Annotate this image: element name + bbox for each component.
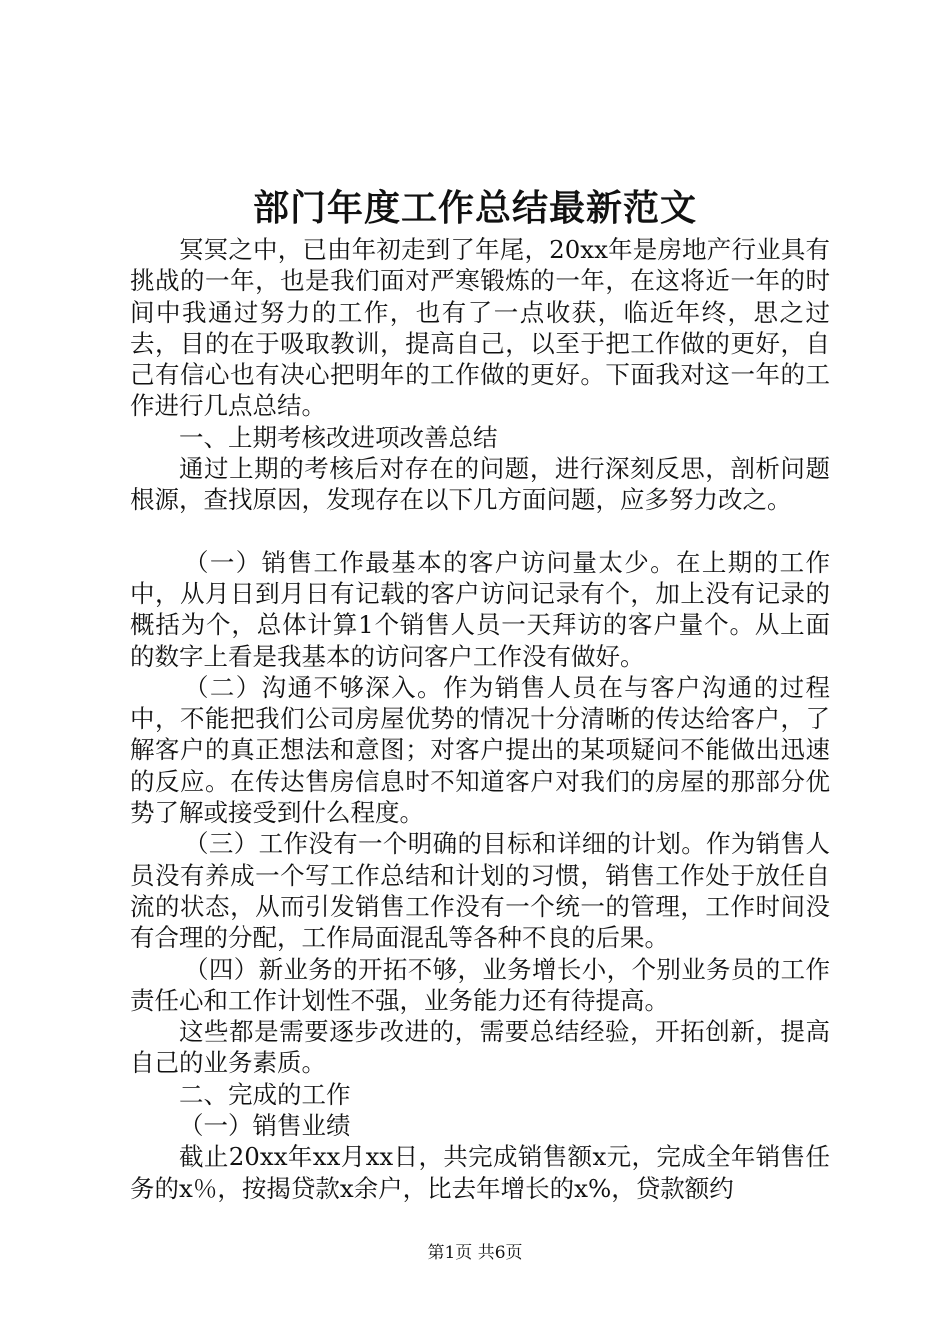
paragraph-item-4: （四）新业务的开拓不够，业务增长小，个别业务员的工作责任心和工作计划性不强，业务能力还有待提高。 xyxy=(130,954,830,1015)
paragraph-item-1: （一）销售工作最基本的客户访问量太少。在上期的工作中，从月日到月日有记载的客户访问记录有个，加上没有记录的概括为个，总体计算1个销售人员一天拜访的客户量个。从上面的数字上看是我基本的访问客户工作没有做好。 xyxy=(130,547,830,671)
paragraph-sales-results: 截止20xx年xx月xx日，共完成销售额x元，完成全年销售任务的x％，按揭贷款x余户，比去年增长的x%，贷款额约 xyxy=(130,1142,830,1203)
blank-line xyxy=(130,516,830,547)
paragraph-item-2: （二）沟通不够深入。作为销售人员在与客户沟通的过程中，不能把我们公司房屋优势的情况十分清晰的传达给客户，了解客户的真正想法和意图；对客户提出的某项疑问不能做出迅速的反应。在传达售房信息时不知道客户对我们的房屋的那部分优势了解或接受到什么程度。 xyxy=(130,672,830,828)
section-heading-1: 一、上期考核改进项改善总结 xyxy=(179,422,498,452)
section-heading-2: 二、完成的工作 xyxy=(179,1079,351,1109)
paragraph-improvement: 这些都是需要逐步改进的，需要总结经验，开拓创新，提高自己的业务素质。 xyxy=(130,1017,830,1078)
document-title: 部门年度工作总结最新范文 xyxy=(252,187,697,229)
intro-paragraph: 冥冥之中，已由年初走到了年尾，20xx年是房地产行业具有挑战的一年，也是我们面对严寒锻炼的一年，在这将近一年的时间中我通过努力的工作，也有了一点收获，临近年终，思之过去，目的在于吸取教训，提高自己，以至于把工作做的更好，自己有信心也有决心把明年的工作做的更好。下面我对这一年的工作进行几点总结。 xyxy=(130,235,830,421)
page-footer: 第1页 共6页 xyxy=(427,1243,523,1263)
document-body xyxy=(130,234,830,1204)
paragraph-problems-intro: 通过上期的考核后对存在的问题，进行深刻反思，剖析问题根源，查找原因，发现存在以下几方面问题，应多努力改之。 xyxy=(130,454,830,515)
paragraph-item-3: （三）工作没有一个明确的目标和详细的计划。作为销售人员没有养成一个写工作总结和计划的习惯，销售工作处于放任自流的状态，从而引发销售工作没有一个统一的管理，工作时间没有合理的分配，工作局面混乱等各种不良的后果。 xyxy=(130,829,830,953)
subsection-heading-sales: （一）销售业绩 xyxy=(179,1111,351,1141)
